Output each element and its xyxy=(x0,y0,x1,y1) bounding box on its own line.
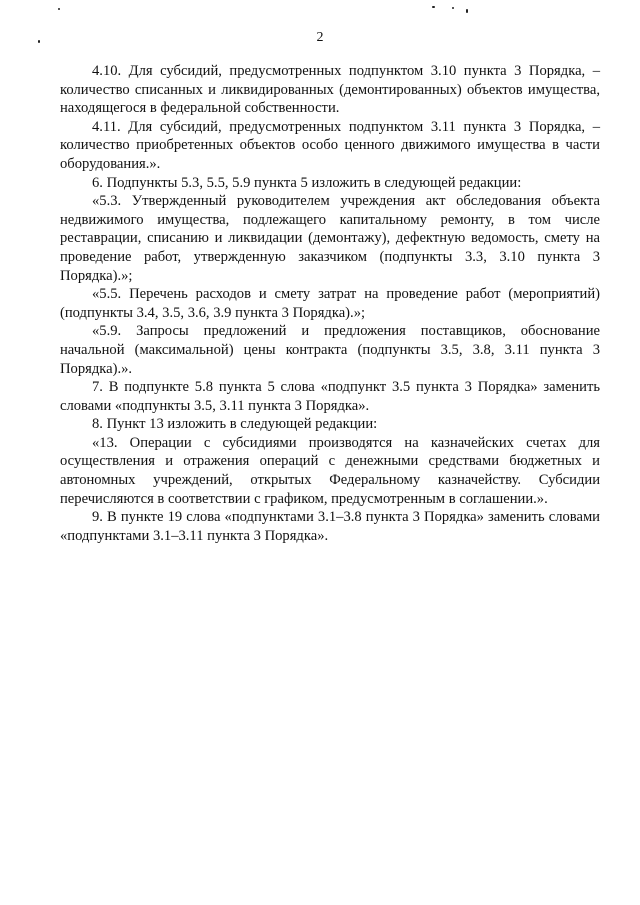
scan-speck xyxy=(466,9,468,13)
scan-speck xyxy=(58,8,60,10)
paragraph-5-9: «5.9. Запросы предложений и предложения поставщиков, обоснование начальной (максимальной) цены контракта (подпункты 3.5, 3.8, 3.11 пункта 3 Порядка).». xyxy=(60,323,600,377)
scan-speck xyxy=(452,7,454,9)
paragraph-8: 8. Пункт 13 изложить в следующей редакции: xyxy=(92,416,378,433)
paragraph-4-10: 4.10. Для субсидий, предусмотренных подпунктом 3.10 пункта 3 Порядка, – количество списанных и ликвидированных (демонтированных) объектов имущества, находящегося в федеральной собственности. xyxy=(60,63,600,117)
paragraph-6: 6. Подпункты 5.3, 5.5, 5.9 пункта 5 изложить в следующей редакции: xyxy=(92,174,522,191)
paragraph-5-5: «5.5. Перечень расходов и смету затрат на проведение работ (мероприятий) (подпункты 3.4, 3.5, 3.6, 3.9 пункта 3 Порядка).»; xyxy=(60,286,600,321)
page-number: 2 xyxy=(316,30,324,45)
paragraph-7: 7. В подпункте 5.8 пункта 5 слова «подпункт 3.5 пункта 3 Порядка» заменить словами «подпункты 3.5, 3.11 пункта 3 Порядка». xyxy=(60,379,600,414)
document-body xyxy=(60,62,600,545)
paragraph-5-3: «5.3. Утвержденный руководителем учреждения акт обследования объекта недвижимого имущества, подлежащего капитальному ремонту, в том числе реставрации, списанию и ликвидации (демонтажу), дефектную ведомость, смету на проведение работ, утвержденную заказчиком (подпункты 3.3, 3.10 пункта 3 Порядка).»; xyxy=(60,193,600,284)
paragraph-9: 9. В пункте 19 слова «подпунктами 3.1–3.8 пункта 3 Порядка» заменить словами «подпунктами 3.1–3.11 пункта 3 Порядка». xyxy=(60,509,600,544)
scan-speck xyxy=(432,6,435,8)
paragraph-13: «13. Операции с субсидиями производятся на казначейских счетах для осуществления и отражения операций с денежными средствами бюджетных и автономных учреждений, открытых Федеральному казначейству. Субсидии перечисляются в соответствии с графиком, предусмотренным в соглашении.». xyxy=(60,434,600,507)
paragraph-4-11: 4.11. Для субсидий, предусмотренных подпунктом 3.11 пункта 3 Порядка, – количество приобретенных объектов особо ценного движимого имущества в части оборудования.». xyxy=(60,118,600,172)
